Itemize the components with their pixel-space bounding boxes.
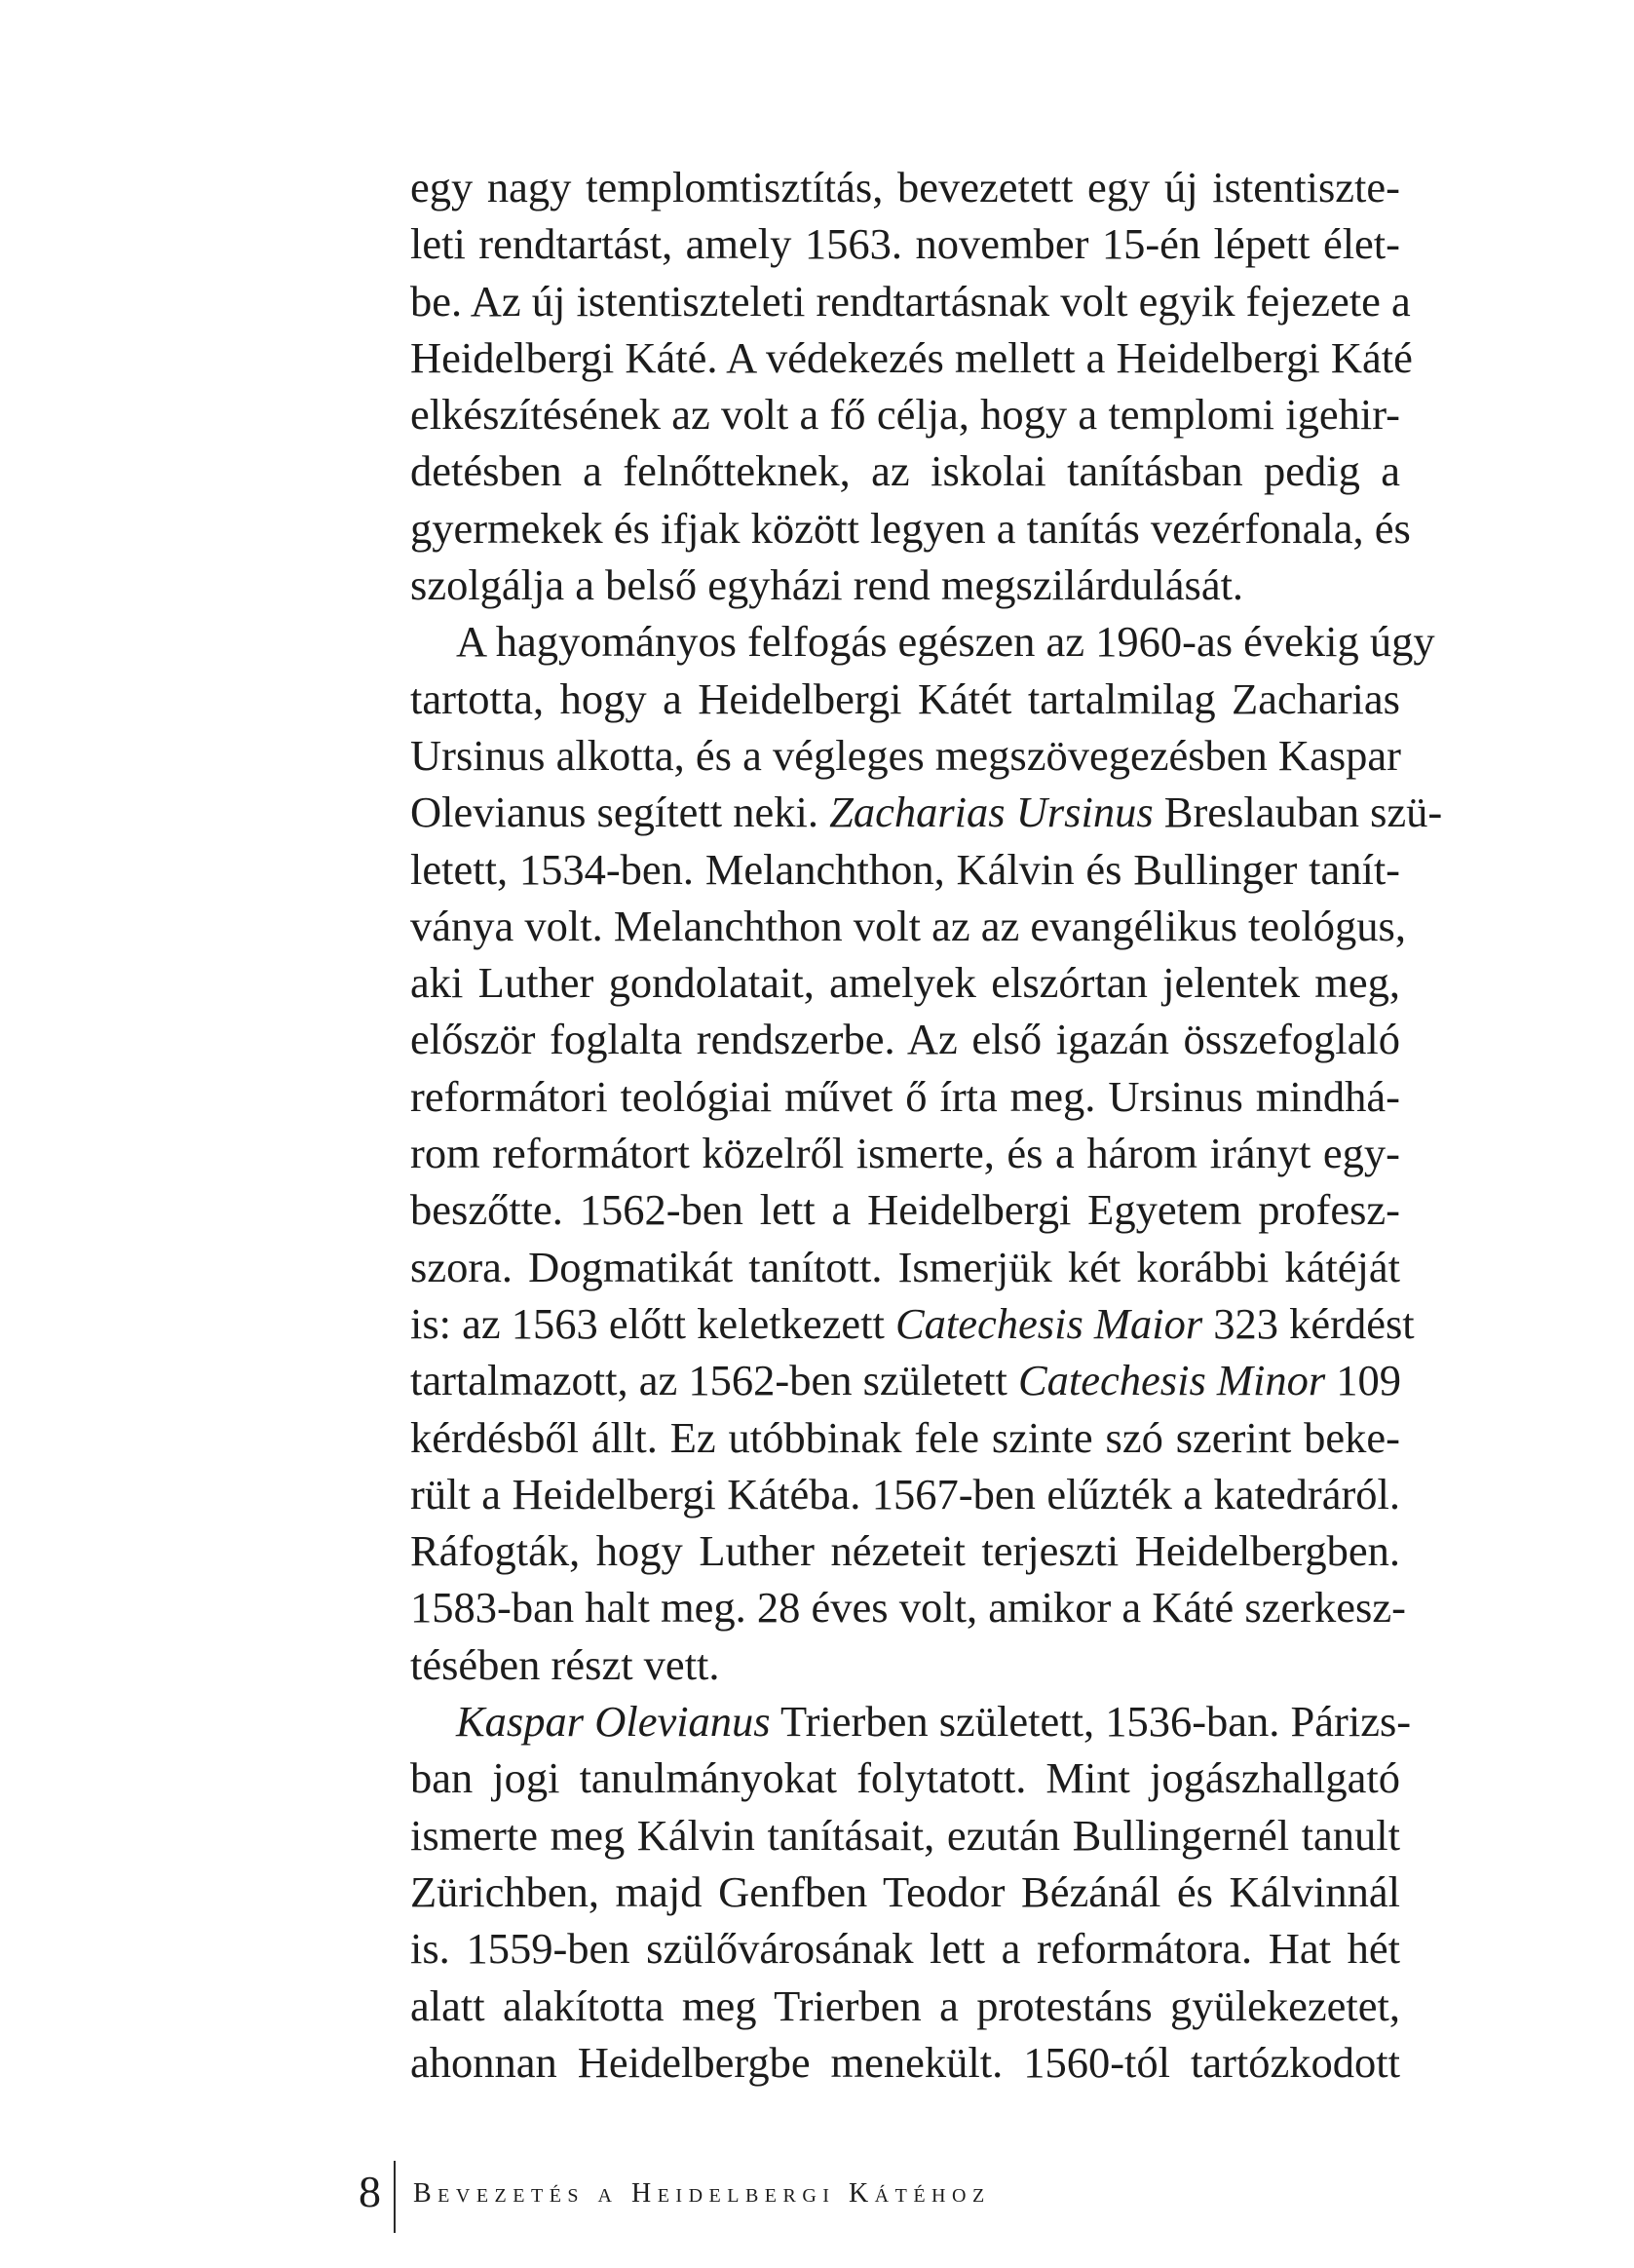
text-span: is. 1559-ben szülővárosának lett a reformátora. Hat hét — [410, 1924, 1400, 1974]
text-line — [410, 215, 1400, 272]
italic-text: Zacharias Ursinus — [829, 788, 1154, 837]
text-span: 323 kérdést — [1202, 1298, 1415, 1348]
italic-text: Kaspar Olevianus — [456, 1697, 771, 1747]
footer-divider — [394, 2161, 396, 2233]
text-span: be. Az új istentiszteleti rendtartásnak volt egyik fejezete a — [410, 276, 1411, 326]
text-span: Olevianus segített neki. — [410, 788, 830, 837]
text-line — [410, 557, 1400, 613]
text-span: Trierben született, 1536-ban. Párizs- — [770, 1697, 1412, 1747]
text-span: leti rendtartást, amely 1563. november 15-én lépett élet- — [410, 219, 1400, 269]
text-line — [410, 613, 1435, 670]
text-line — [410, 898, 1406, 954]
text-span: kérdésből állt. Ez utóbbinak fele szinte szó szerint beke- — [410, 1412, 1400, 1462]
text-span: beszőtte. 1562-ben lett a Heidelbergi Egyetem profesz- — [410, 1185, 1400, 1235]
text-span: A hagyományos felfogás egészen az 1960-as évekig úgy — [456, 617, 1435, 667]
text-line — [410, 1749, 1400, 1806]
text-span: ismerte meg Kálvin tanításait, ezután Bullingernél tanult — [410, 1810, 1400, 1860]
text-span: ványa volt. Melanchthon volt az az evangélikus teológus, — [410, 901, 1406, 950]
text-line — [410, 386, 1400, 442]
italic-text: Catechesis Minor — [1017, 1356, 1326, 1405]
text-span: 109 — [1325, 1356, 1402, 1405]
text-line — [410, 273, 1411, 329]
text-line — [410, 1466, 1400, 1522]
text-line — [410, 442, 1400, 499]
text-line — [410, 1522, 1400, 1579]
text-span: Heidelbergi Káté. A védekezés mellett a Heidelbergi Káté — [410, 332, 1413, 382]
text-line — [410, 954, 1400, 1011]
text-span: először foglalta rendszerbe. Az első igazán összefoglaló — [410, 1015, 1400, 1064]
text-line — [410, 1295, 1415, 1352]
text-line — [410, 1011, 1400, 1067]
text-span: aki Luther gondolatait, amelyek elszórtan jelentek meg, — [410, 958, 1400, 1008]
text-span: tartotta, hogy a Heidelbergi Kátét tartalmilag Zacharias — [410, 673, 1400, 723]
text-span: 1583-ban halt meg. 28 éves volt, amikor a Káté szerkesz- — [410, 1583, 1406, 1633]
page-number: 8 — [359, 2167, 381, 2216]
text-line — [410, 500, 1411, 557]
text-line — [410, 841, 1400, 898]
text-span: Zürichben, majd Genfben Teodor Bézánál és Kálvinnál — [410, 1866, 1400, 1916]
text-span: Ursinus alkotta, és a végleges megszövegezésben Kaspar — [410, 730, 1401, 780]
text-span: is: az 1563 előtt keletkezett — [410, 1298, 895, 1348]
text-span: detésben a felnőtteknek, az iskolai tanításban pedig a — [410, 446, 1400, 496]
text-line — [410, 784, 1443, 840]
text-line — [410, 159, 1400, 215]
text-line — [410, 1579, 1406, 1635]
text-span: tésében részt vett. — [410, 1639, 720, 1689]
body-text — [410, 159, 1443, 2091]
text-line — [410, 1409, 1400, 1466]
text-span: egy nagy templomtisztítás, bevezetett egy új istentiszte- — [410, 163, 1400, 211]
text-line — [410, 1068, 1400, 1125]
text-line — [410, 1352, 1400, 1408]
text-span: alatt alakította meg Trierben a protestáns gyülekezetet, — [410, 1980, 1400, 2030]
text-span: szolgálja a belső egyházi rend megszilárdulását. — [410, 560, 1244, 610]
text-span: reformátori teológiai művet ő írta meg. Ursinus mindhá- — [410, 1071, 1400, 1121]
text-line — [410, 1181, 1400, 1238]
text-span: Breslauban szü- — [1153, 788, 1443, 837]
text-line — [410, 1636, 1400, 1693]
text-span: letett, 1534-ben. Melanchthon, Kálvin és Bullinger tanít- — [410, 844, 1400, 894]
text-span: szora. Dogmatikát tanított. Ismerjük két korábbi kátéját — [410, 1242, 1400, 1291]
text-line — [410, 1864, 1400, 1920]
text-line — [410, 329, 1413, 386]
text-line — [410, 727, 1400, 784]
italic-text: Catechesis Maior — [894, 1298, 1203, 1348]
text-span: ahonnan Heidelbergbe menekült. 1560-tól tartózkodott — [410, 2037, 1400, 2087]
running-head: Bevezetés a Heidelbergi Kátéhoz — [413, 2178, 991, 2209]
text-span: elkészítésének az volt a fő célja, hogy a templomi igehir- — [410, 390, 1400, 440]
text-span: ban jogi tanulmányokat folytatott. Mint jogászhallgató — [410, 1753, 1400, 1803]
text-line — [410, 1239, 1400, 1295]
text-line — [410, 1125, 1400, 1181]
text-span: Ráfogták, hogy Luther nézeteit terjeszti Heidelbergben. — [410, 1526, 1400, 1576]
text-line — [410, 1807, 1400, 1864]
text-span: rom reformátort közelről ismerte, és a három irányt egy- — [410, 1129, 1400, 1178]
text-span: rült a Heidelbergi Kátéba. 1567-ben elűzték a katedráról. — [410, 1469, 1400, 1518]
text-line — [410, 1693, 1412, 1749]
text-line — [410, 1978, 1400, 2034]
text-line — [410, 1920, 1400, 1977]
text-line — [410, 671, 1400, 727]
text-span: tartalmazott, az 1562-ben született — [410, 1356, 1018, 1405]
text-line — [410, 2034, 1400, 2091]
text-span: gyermekek és ifjak között legyen a tanítás vezérfonala, és — [410, 503, 1411, 553]
